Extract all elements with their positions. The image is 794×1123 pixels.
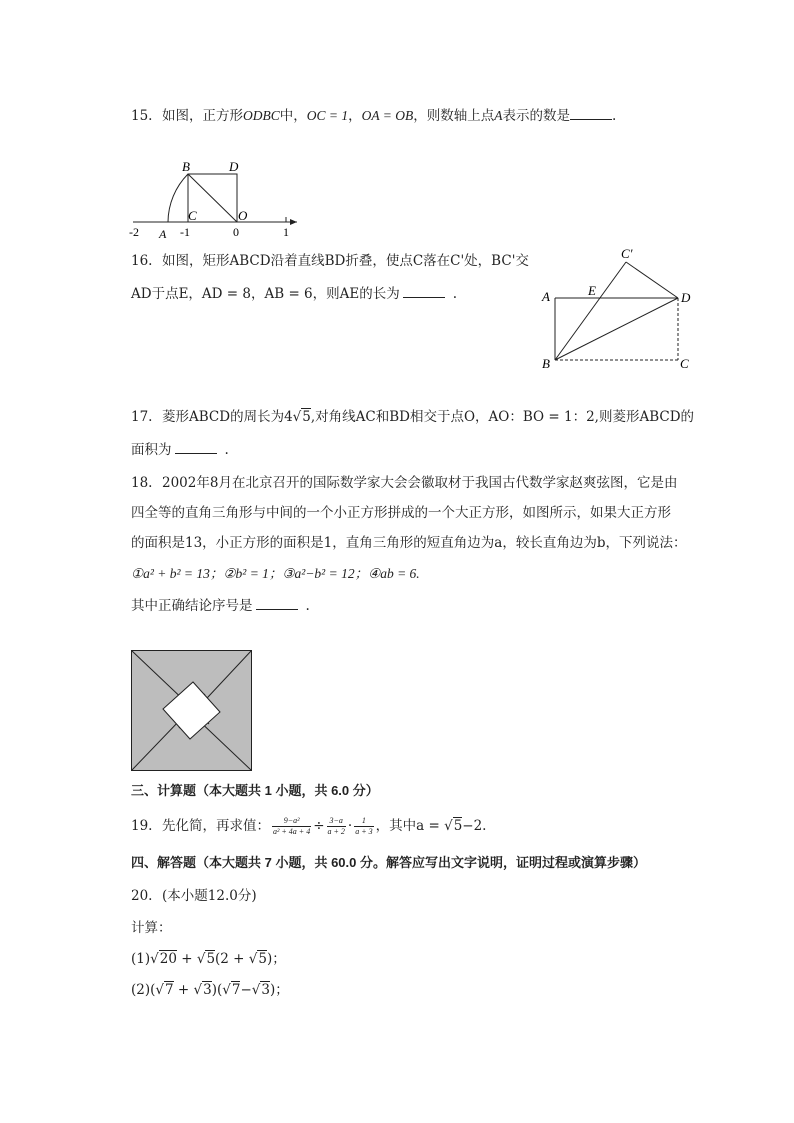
figure-zhao-shuang-diagram [131, 650, 253, 772]
arc [168, 174, 188, 222]
question-20-intro: 计算： [131, 920, 172, 936]
fraction: $\frac{\text{9−a²}}{\text{a² + 4a + 4}}$ [273, 816, 311, 836]
label-c: C [188, 208, 197, 223]
answer-blank[interactable] [256, 596, 298, 610]
question-15: 15. 如图，正方形ODBC中，OC = 1，OA = OB，则数轴上点A表示的数是 . [131, 108, 617, 124]
label-a: A [542, 289, 550, 304]
section-heading-3: 三、计算题（本大题共 1 小题，共 6.0 分） [131, 783, 379, 798]
label-b: B [542, 356, 550, 371]
fraction: $\frac{1}{a + 3}$ [355, 816, 373, 836]
label-a: A [159, 227, 167, 241]
question-16-line-1: 16. 如图，矩形ABCD沿着直线BD折叠，使点C落在C'处，BC'交 [131, 253, 529, 269]
answer-blank[interactable] [570, 106, 612, 120]
answer-blank[interactable] [175, 440, 217, 454]
question-20-header: 20. (本小题12.0分) [131, 888, 257, 904]
question-20-part-2: (2)(√7 + √3)(√7−√3)； [131, 982, 289, 998]
arrow-head-icon [290, 219, 297, 225]
label-e: E [588, 283, 596, 298]
line-bc1 [555, 262, 626, 360]
label-c-prime: C' [621, 246, 633, 261]
diagonal-bd [555, 298, 678, 360]
question-20-part-1: (1)√20 + √5(2 + √5)； [131, 951, 286, 967]
label-d: D [681, 290, 691, 305]
line-c1d [626, 262, 678, 298]
tick-label: -2 [129, 225, 139, 239]
question-18-line-2: 四全等的直角三角形与中间的一个小正方形拼成的一个大正方形，如图所示，如果大正方形 [131, 505, 671, 521]
question-18-line-5: 其中正确结论序号是 . [131, 598, 310, 614]
label-b: B [182, 159, 190, 174]
question-18-line-3: 的面积是13，小正方形的面积是1，直角三角形的短直角边为a，较长直角边为b，下列说法： [131, 535, 687, 551]
label-d: D [229, 159, 239, 174]
question-18-line-1: 18. 2002年8月在北京召开的国际数学家大会会徽取材于我国古代数学家赵爽弦图，它是由 [131, 475, 678, 491]
question-16-line-2: AD于点E，AD = 8，AB = 6，则AE的长为 . [131, 286, 458, 302]
question-number: 15. [131, 108, 153, 124]
question-17-line-2: 面积为 . [131, 442, 229, 458]
figure-rectangle-fold [535, 244, 705, 374]
question-18-line-4: ①a² + b² = 13；②b² = 1；③a²−b² = 12；④ab = 6. [131, 566, 420, 581]
fraction: $\frac{3-a}{a + 2}$ [327, 816, 345, 836]
answer-blank[interactable] [403, 284, 445, 298]
label-c: C [680, 356, 689, 371]
question-19: 19. 先化简，再求值： $\frac{\text{9−a²}}{\text{a² + 4a + 4}}$ ÷ $\frac{3-a}{a + 2}$ · $\frac{1}{a + 3}$ ，其中a = √5−2. [131, 816, 487, 836]
label-o: O [238, 208, 248, 223]
tick-label: -1 [180, 225, 190, 239]
figure-number-line-square [125, 158, 310, 242]
question-17-line-1: 17. 菱形ABCD的周长为4√5,对角线AC和BD相交于点O，AO：BO = 1：2,则菱形ABCD的 [131, 409, 695, 425]
section-heading-4: 四、解答题（本大题共 7 小题，共 60.0 分。解答应写出文字说明，证明过程或演算步骤） [131, 855, 646, 870]
tick-label: 0 [233, 225, 239, 239]
tick-label: 1 [283, 225, 289, 239]
